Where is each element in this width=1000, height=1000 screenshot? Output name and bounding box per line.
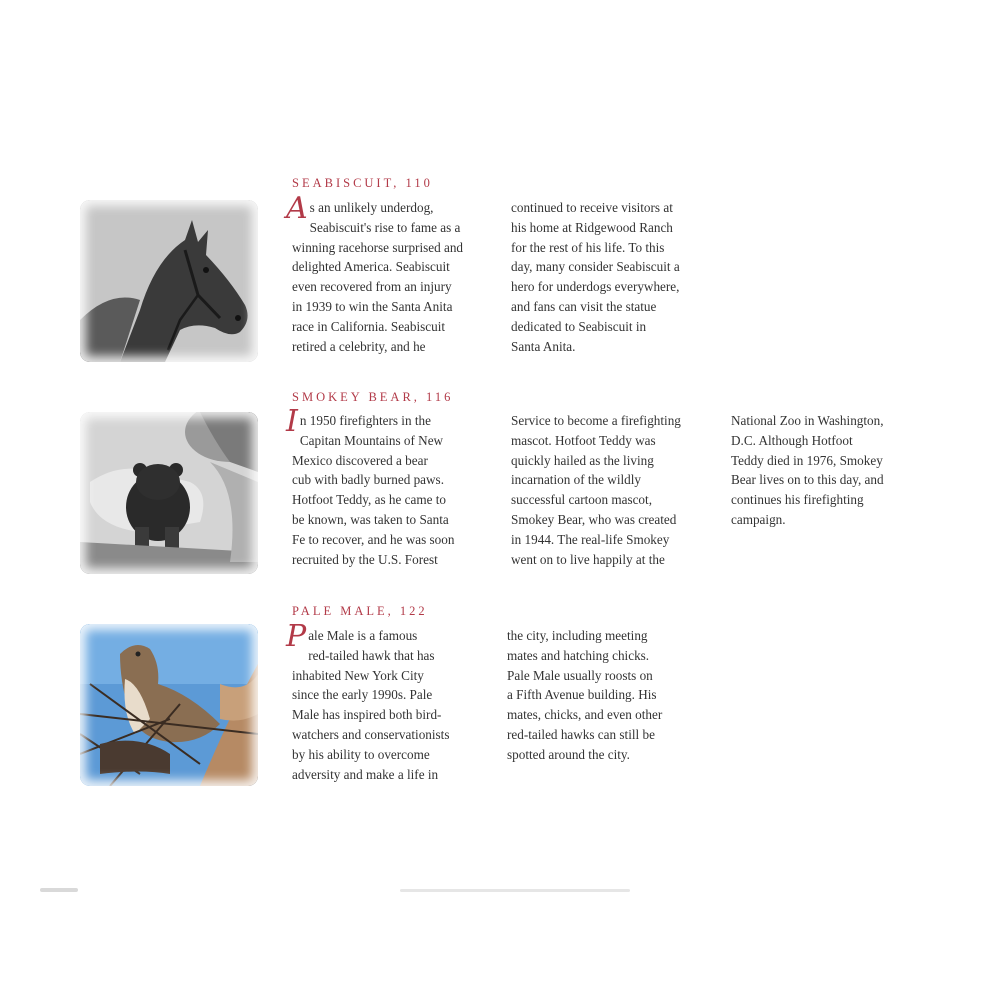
entry-heading: SMOKEY BEAR, 116	[292, 390, 454, 404]
text-line: by his ability to overcome	[292, 746, 430, 762]
text-line: mates, chicks, and even other	[507, 707, 663, 723]
horse-head-photo	[80, 200, 258, 362]
text-line: adversity and make a life in	[292, 766, 439, 782]
text-line: s an unlikely underdog,	[309, 200, 434, 215]
text-line: delighted America. Seabiscuit	[292, 259, 450, 275]
text-line: mascot. Hotfoot Teddy was	[511, 432, 656, 448]
text-line: campaign.	[731, 511, 786, 527]
text-line: inhabited New York City	[292, 667, 424, 683]
text-line: Fe to recover, and he was soon	[292, 531, 455, 547]
text-line: be known, was taken to Santa	[292, 511, 449, 527]
text-line: National Zoo in Washington,	[731, 413, 884, 428]
text-line: day, many consider Seabiscuit a	[511, 259, 680, 275]
text-line: in 1944. The real-life Smokey	[511, 531, 670, 547]
text-line: even recovered from an injury	[292, 279, 452, 295]
text-column-2	[511, 411, 716, 569]
running-footer-mark	[400, 889, 630, 892]
text-column-2	[511, 198, 716, 356]
entry-heading: PALE MALE, 122	[292, 604, 428, 618]
text-column-2	[507, 626, 712, 765]
drop-cap: I	[286, 404, 298, 439]
text-line: incarnation of the wildly	[511, 472, 642, 488]
text-line: red-tailed hawk that has	[308, 647, 435, 663]
text-column-1	[286, 191, 497, 356]
drop-cap: A	[286, 191, 308, 226]
text-line: Mexico discovered a bear	[292, 452, 428, 468]
text-line: since the early 1990s. Pale	[292, 687, 433, 703]
text-line: Pale Male usually roosts on	[507, 667, 653, 683]
text-line: his home at Ridgewood Ranch	[511, 219, 673, 235]
text-line: cub with badly burned paws.	[292, 472, 444, 488]
text-line: successful cartoon mascot,	[511, 492, 652, 508]
text-line: recruited by the U.S. Forest	[292, 551, 438, 567]
bear-cub-photo	[80, 412, 258, 574]
text-line: red-tailed hawks can still be	[507, 726, 655, 742]
text-line: quickly hailed as the living	[511, 452, 654, 468]
text-column-1	[286, 404, 497, 569]
hawk-photo	[80, 624, 258, 786]
text-line: watchers and conservationists	[292, 726, 450, 742]
text-line: hero for underdogs everywhere,	[511, 279, 680, 295]
text-line: mates and hatching chicks.	[507, 647, 650, 663]
text-line: Santa Anita.	[511, 338, 576, 354]
text-line: Smokey Bear, who was created	[511, 511, 677, 527]
text-line: Hotfoot Teddy, as he came to	[292, 492, 446, 508]
text-line: n 1950 firefighters in the	[299, 413, 431, 428]
drop-cap: P	[286, 619, 307, 654]
text-line: for the rest of his life. To this	[511, 239, 665, 255]
text-line: a Fifth Avenue building. His	[507, 687, 657, 703]
text-line: spotted around the city.	[507, 746, 630, 762]
text-line: ale Male is a famous	[308, 628, 418, 643]
text-line: retired a celebrity, and he	[292, 338, 426, 354]
text-line: race in California. Seabiscuit	[292, 318, 446, 334]
text-column-1	[286, 619, 497, 784]
text-line: Teddy died in 1976, Smokey	[731, 452, 883, 468]
text-line: Seabiscuit's rise to fame as a	[309, 219, 461, 235]
text-line: continues his firefighting	[731, 492, 864, 508]
text-line: continued to receive visitors at	[511, 200, 673, 215]
text-line: and fans can visit the statue	[511, 298, 657, 314]
text-line: Capitan Mountains of New	[299, 432, 444, 448]
text-line: Service to become a firefighting	[511, 413, 681, 428]
text-line: the city, including meeting	[507, 628, 648, 643]
text-line: winning racehorse surprised and	[292, 239, 464, 255]
page-footer	[40, 888, 600, 894]
text-line: Bear lives on to this day, and	[731, 472, 884, 488]
text-line: Male has inspired both bird-	[292, 707, 442, 723]
text-line: went on to live happily at the	[511, 551, 665, 567]
text-line: dedicated to Seabiscuit in	[511, 318, 647, 334]
text-column-3	[731, 411, 936, 530]
entry-heading: SEABISCUIT, 110	[292, 176, 433, 190]
text-line: D.C. Although Hotfoot	[731, 432, 853, 448]
text-line: in 1939 to win the Santa Anita	[292, 298, 453, 314]
page-number-mark	[40, 888, 78, 892]
